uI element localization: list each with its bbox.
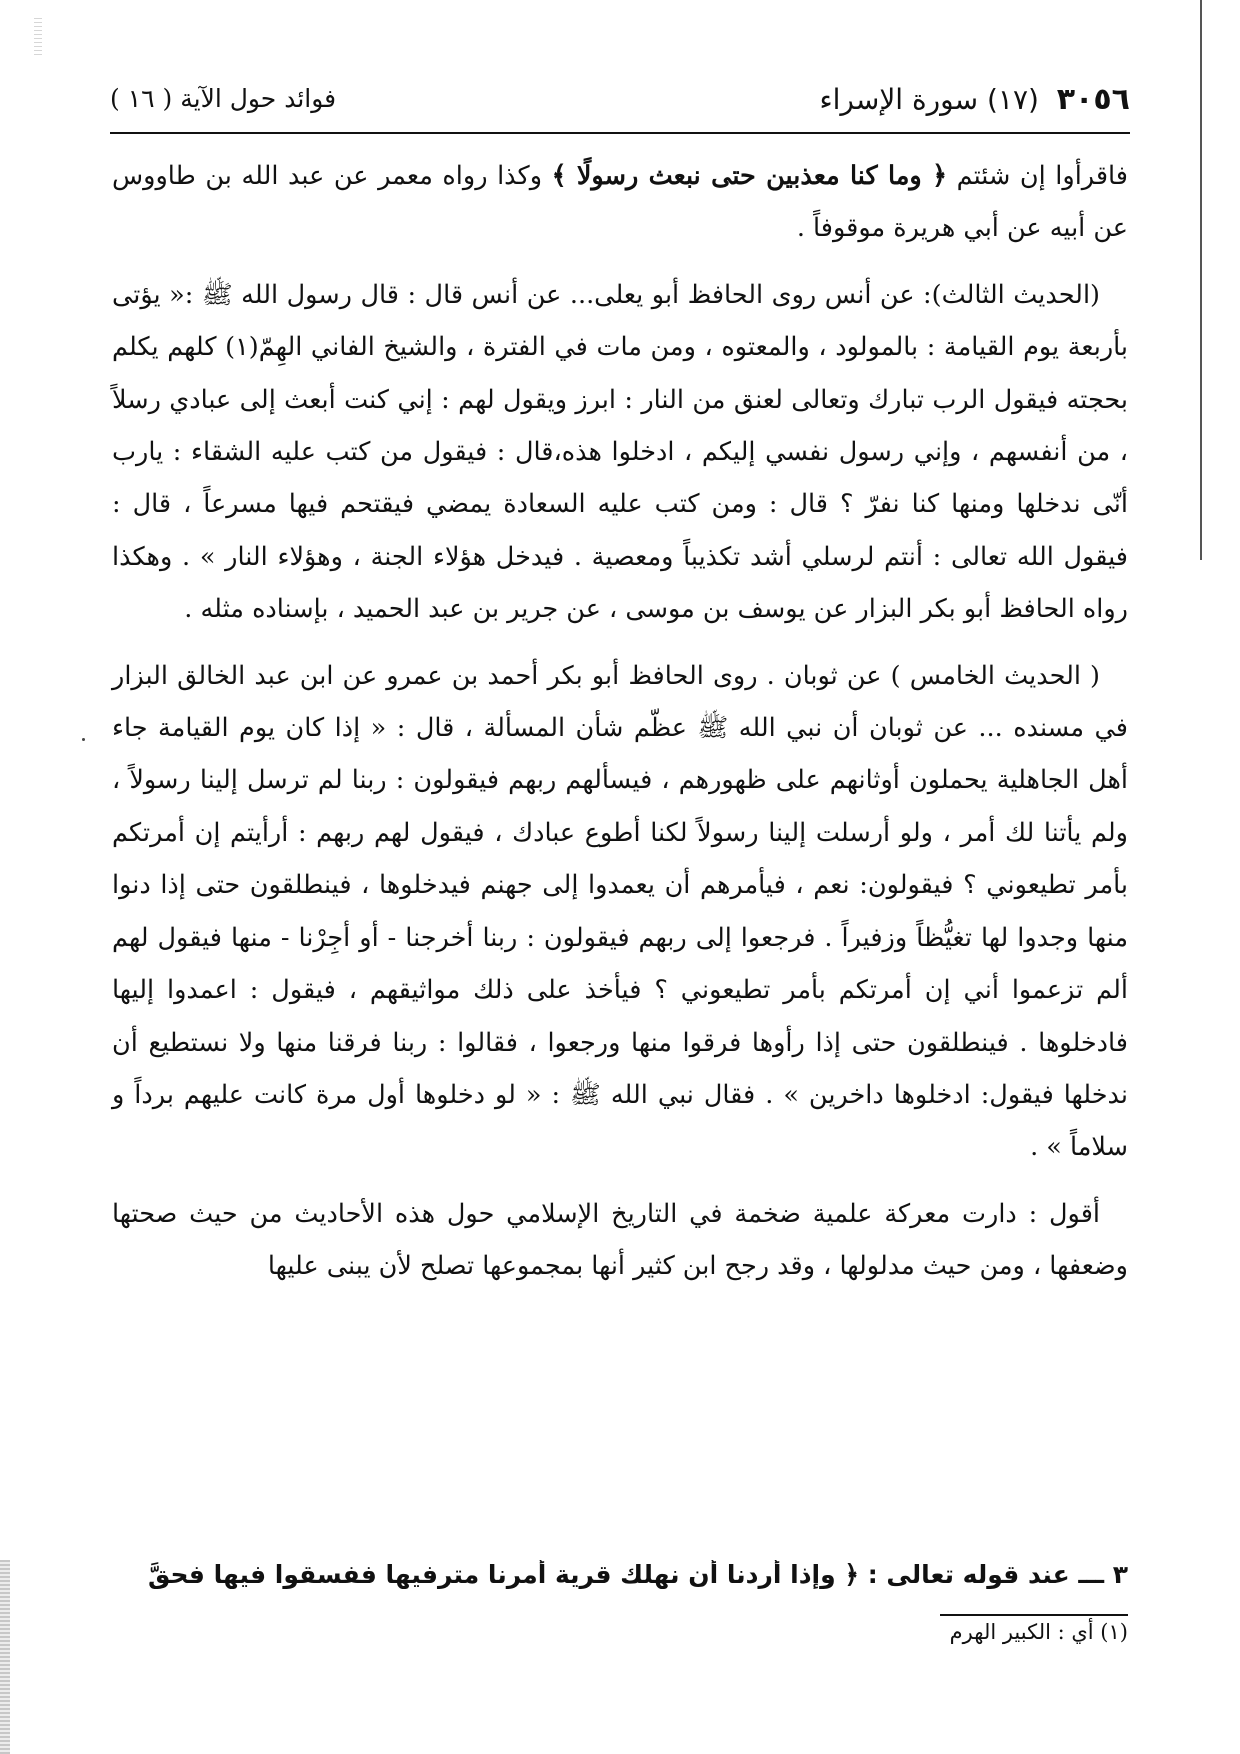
paragraph-1-start: فاقرأوا إن شئتم: [947, 161, 1128, 191]
main-text: [112, 150, 1128, 1293]
quran-quote: ﴿ وما كنا معذبين حتى نبعث رسولًا ﴾: [551, 161, 948, 191]
scan-corner-artifact: [34, 18, 42, 56]
footnote-rule: [940, 1614, 1128, 1616]
running-header: [110, 82, 1130, 126]
surah-title: (١٧) سورة الإسراء: [819, 83, 1039, 116]
scan-speck: [82, 738, 85, 741]
paragraph-1-end: وكذا رواه معمر عن عبد الله بن طاووس عن أبيه عن أبي هريرة موقوفاً .: [112, 161, 1128, 244]
page-number: ٣٠٥٦: [1056, 82, 1130, 117]
header-page-and-surah: [819, 82, 1130, 117]
paragraph-hadith-3: (الحديث الثالث): عن أنس روى الحافظ أبو يعلى... عن أنس قال : قال رسول الله ﷺ :« يؤتى بأربعة يوم القيامة : بالمولود ، والمعتوه ، ومن مات في الفترة ، والشيخ الفاني الهِمّ(١) كلهم يكلم بحجته فيقول الرب تبارك وتعالى لعنق من النار : ابرز ويقول لهم : إني كنت أبعث إلى عبادي رسلاً ، من أنفسهم ، وإني رسول نفسي إليكم ، ادخلوا هذه،قال : فيقول من كتب عليه الشقاء : يارب أنّى ندخلها ومنها كنا نفرّ ؟ قال : ومن كتب عليه السعادة يمضي فيقتحم فيها مسرعاً ، قال : فيقول الله تعالى : أنتم لرسلي أشد تكذيباً ومعصية . فيدخل هؤلاء الجنة ، وهؤلاء النار » . وهكذا رواه الحافظ أبو بكر البزار عن يوسف بن موسى ، عن جرير بن عبد الحميد ، بإسناده مثله .: [112, 279, 1128, 625]
paragraph-hadith-5: ( الحديث الخامس ) عن ثوبان . روى الحافظ أبو بكر أحمد بن عمرو عن ابن عبد الخالق البزار في مسنده ... عن ثوبان أن نبي الله ﷺ عظّم شأن المسألة ، قال : « إذا كان يوم القيامة جاء أهل الجاهلية يحملون أوثانهم على ظهورهم ، فيسألهم ربهم فيقولون : ربنا لم ترسل إلينا رسولاً ، ولم يأتنا لك أمر ، ولو أرسلت إلينا رسولاً لكنا أطوع عبادك ، فيقول لهم ربهم : أرأيتم إن أمرتكم بأمر تطيعوني ؟ فيقولون: نعم ، فيأمرهم أن يعمدوا إلى جهنم فيدخلوها ، فينطلقون حتى إذا دنوا منها وجدوا لها تغيُّظاً وزفيراً . فرجعوا إلى ربهم فيقولون : ربنا أخرجنا - أو أجِرْنا - منها فيقول لهم ألم تزعموا أني إن أمرتكم بأمر تطيعوني ؟ فيأخذ على ذلك مواثيقهم ، فيقول : اعمدوا إليها فادخلوها . فينطلقون حتى إذا رأوها فرقوا منها ورجعوا ، فقالوا : ربنا فرقنا منها ولا نستطيع أن ندخلها فيقول: ادخلوها داخرين » . فقال نبي الله ﷺ : « لو دخلوها أول مرة كانت عليهم برداً و سلاماً » .: [112, 660, 1128, 1163]
footnote: (١) أي : الكبير الهرم: [949, 1620, 1128, 1644]
paragraph-commentary: أقول : دارت معركة علمية ضخمة في التاريخ الإسلامي حول هذه الأحاديث من حيث صحتها وضعفها ، ومن حيث مدلولها ، وقد رجح ابن كثير أنها بمجموعها تصلح لأن يبنى عليها: [112, 1198, 1128, 1282]
header-topic: فوائد حول الآية ( ١٦ ): [110, 84, 337, 113]
binding-edge-line: [1200, 0, 1202, 560]
section-point-3: ٣ ـــ عند قوله تعالى : ﴿ وإذا أردنا أن نهلك قرية أمرنا مترفيها ففسقوا فيها فحقَّ: [147, 1560, 1128, 1589]
scan-edge-artifact: [0, 1560, 10, 1754]
header-rule: [110, 132, 1130, 134]
paragraph-1: [112, 150, 1128, 255]
